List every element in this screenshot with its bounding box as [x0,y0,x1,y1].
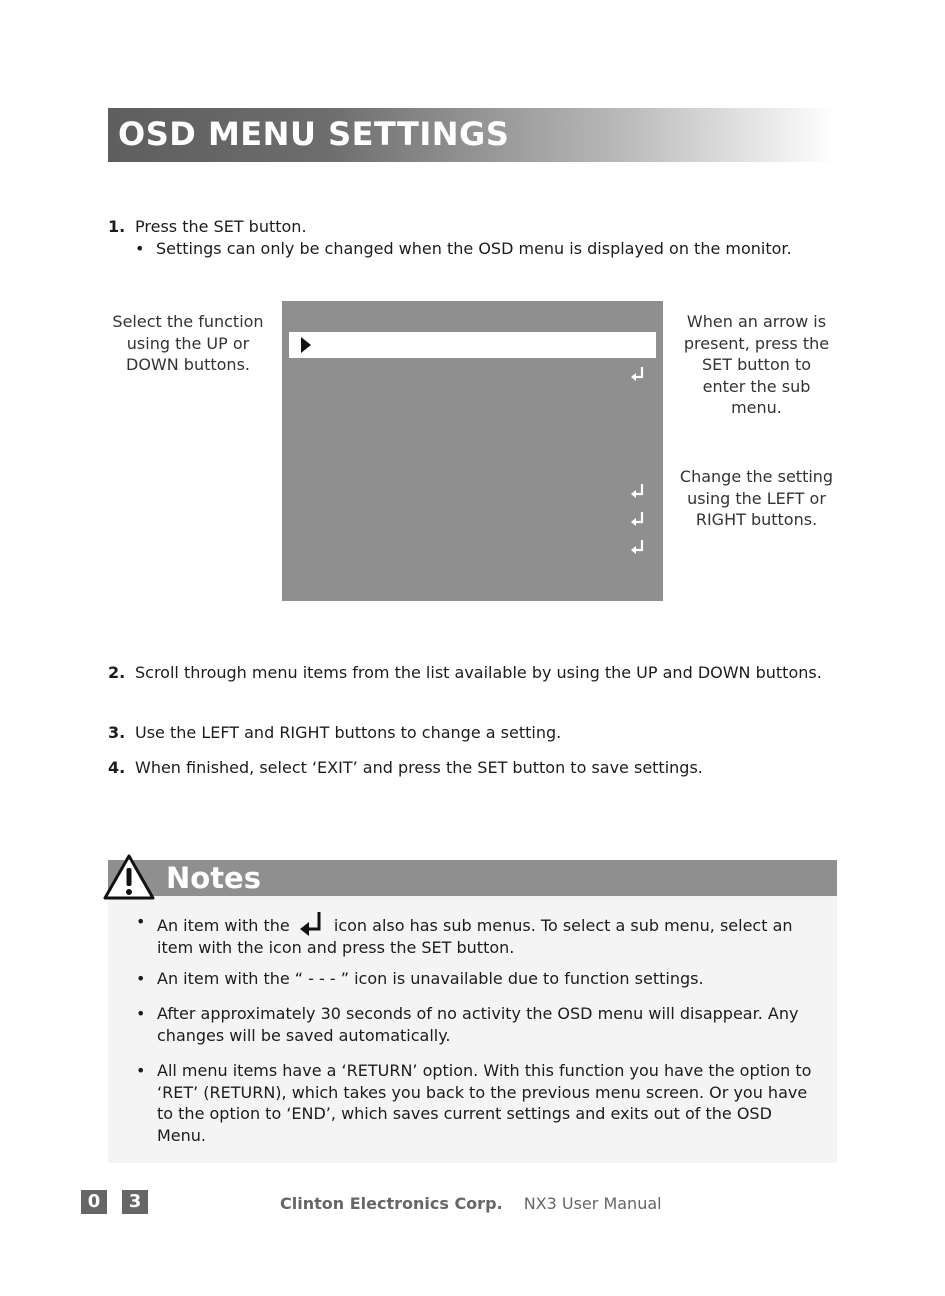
step-number: 1. [108,217,126,236]
step-text: Press the SET button. [135,217,307,236]
submenu-return-icon [630,366,646,382]
notes-header [108,860,837,896]
osd-selected-row [289,332,656,358]
bullet: • [135,239,145,258]
osd-menu-screen [282,301,663,601]
note-text: All menu items have a ‘RETURN’ option. With this function you have the option to ‘RET’ (RETURN), which takes you back to the previous menu screen. Or you have to the option to ‘END’, which saves current settings and exits out of the OSD Menu. [157,1061,812,1145]
page-number-digit: 3 [122,1190,148,1214]
note-text-after: icon also has sub menus. To select a sub menu, select an item with the icon and press the SET button. [157,916,793,957]
step-text: Use the LEFT and RIGHT buttons to change a setting. [135,723,562,742]
step-text: When finished, select ‘EXIT’ and press the SET button to save settings. [135,758,703,777]
right-bottom-callout: Change the setting using the LEFT or RIGHT buttons. [679,467,834,529]
footer [280,1194,662,1213]
left-callout: Select the function using the UP or DOWN buttons. [112,312,264,374]
page-title: OSD MENU SETTINGS [118,115,510,153]
right-top-callout: When an arrow is present, press the SET button to enter the sub menu. [683,312,830,417]
step-number: 3. [108,723,126,742]
note-text-before: An item with the [157,916,290,935]
bullet: • [136,969,146,988]
note-text: After approximately 30 seconds of no activity the OSD menu will disappear. Any changes will be saved automatically. [157,1004,799,1045]
sub-bullet-text: Settings can only be changed when the OSD menu is displayed on the monitor. [156,239,792,258]
submenu-return-icon [630,539,646,555]
submenu-return-icon [630,511,646,527]
warning-icon [102,853,156,901]
step-number: 2. [108,663,126,682]
footer-company: Clinton Electronics Corp. [280,1194,503,1213]
footer-manual: NX3 User Manual [523,1194,662,1213]
notes-title: Notes [166,861,261,895]
note-text: An item with the “ - - - ” icon is unavailable due to function settings. [157,969,704,988]
submenu-return-icon [299,911,325,937]
page-title-bar [108,108,836,162]
step-text: Scroll through menu items from the list available by using the UP and DOWN buttons. [135,663,822,682]
step-number: 4. [108,758,126,777]
selection-arrow-icon [301,337,311,353]
bullet: • [136,1004,146,1023]
bullet: • [136,1061,146,1080]
submenu-return-icon [630,483,646,499]
page-number-digit: 0 [81,1190,107,1214]
bullet: • [136,912,146,931]
